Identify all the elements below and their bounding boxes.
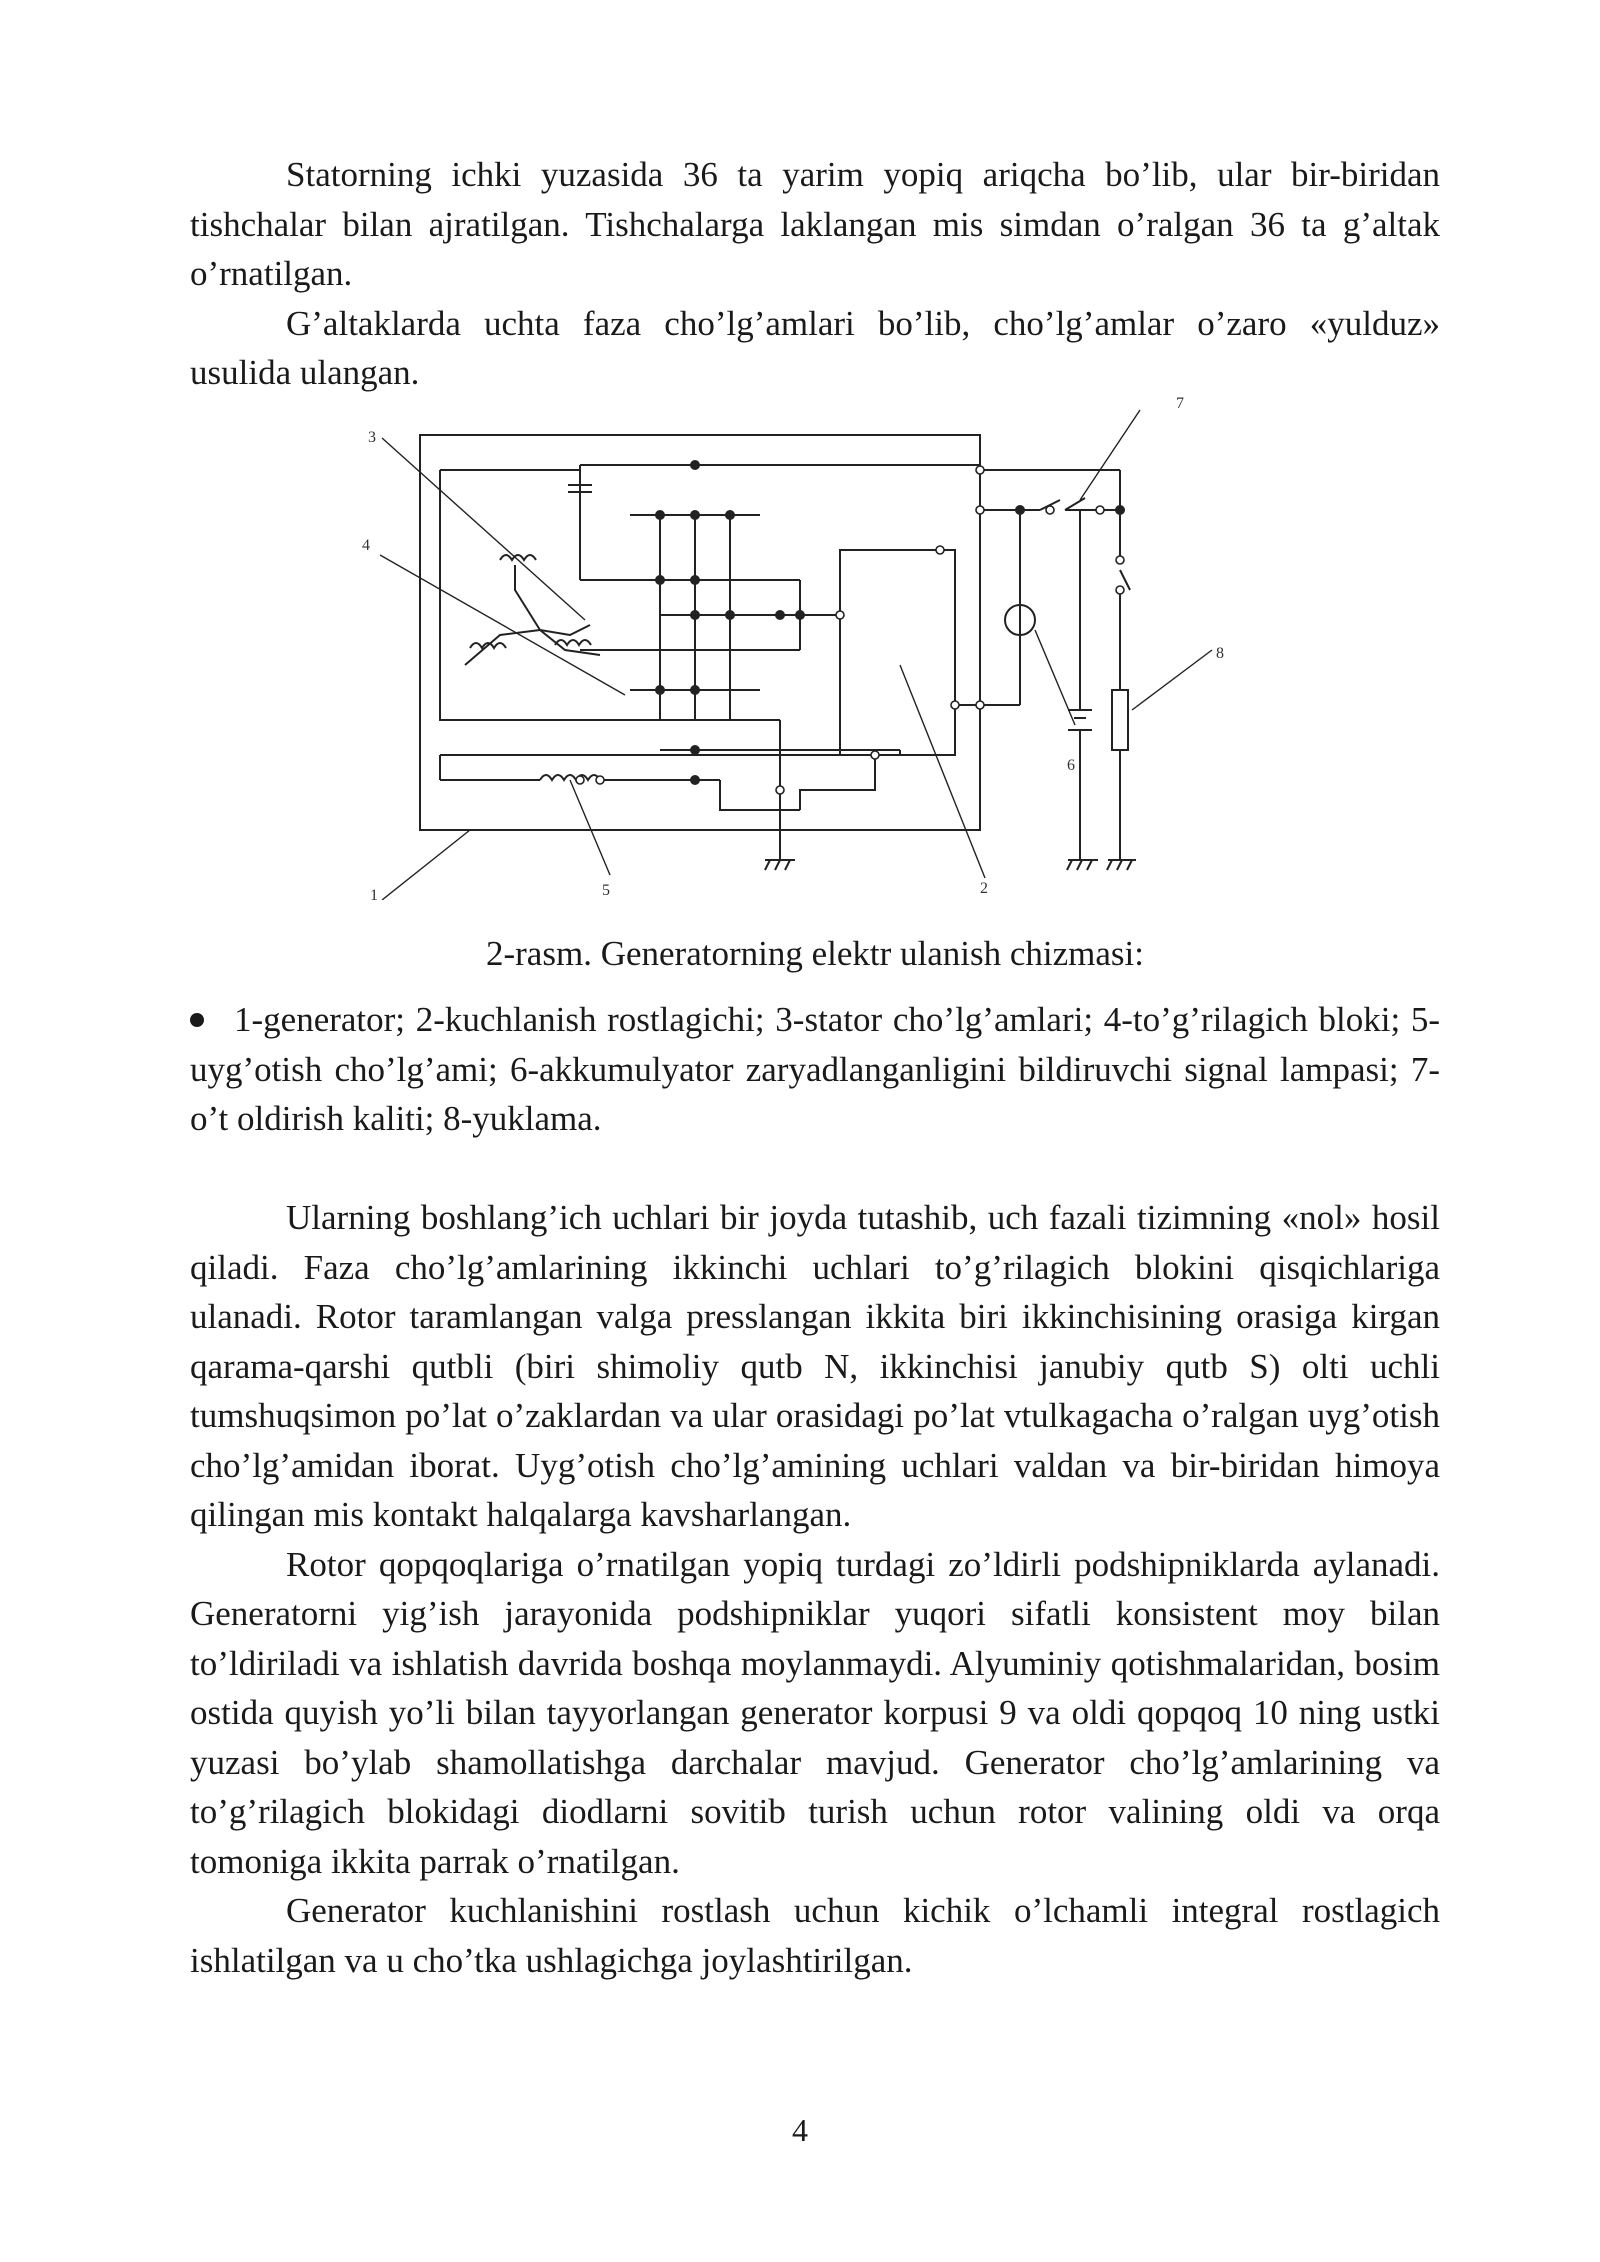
figure-legend [190, 995, 1440, 1144]
generator-frame [420, 435, 980, 830]
intro-section [190, 150, 1440, 398]
bullet-icon [190, 1013, 204, 1027]
load-resistor [1112, 690, 1128, 750]
body-section [190, 1193, 1440, 1985]
paragraph-winding-ends: Ularning boshlang’ich uchlari bir joyda tutashib, uch fazali tizimning «nol» hosil qiladi. Faza cho’lg’amlarining ikkinchi uchlari to’g’rilagich blokini qisqichlariga ulanadi. Rotor taramlangan valga presslangan ikkita biri ikkinchisining orasiga kirgan qarama-qarshi qutbli (biri shimoliy qutb N, ikkinchisi janubiy qutb S) olti uchli tumshuqsimon po’lat o’zaklardan va ular orasidagi po’lat vtulkagacha o’ralgan uyg’otish cho’lg’amidan iborat. Uyg’otish cho’lg’amining uchlari valdan va bir-biridan himoya qilingan mis kontakt halqalarga kavsharlangan. [190, 1198, 1440, 1534]
figure-caption: 2-rasm. Generatorning elektr ulanish chizmasi: [486, 934, 1144, 973]
figure-label-3: 3 [368, 429, 376, 446]
generator-wiring-diagram [340, 390, 1290, 900]
figure-label-6: 6 [1067, 757, 1075, 774]
figure-label-7: 7 [1176, 395, 1184, 412]
paragraph-rotor-bearings: Rotor qopqoqlariga o’rnatilgan yopiq turdagi zo’ldirli podshipniklarda aylanadi. Generatorni yig’ish jarayonida podshipniklar yuqori sifatli konsistent moy bilan to’ldiriladi va ishlatish davrida boshqa moylanmaydi. Alyuminiy qotishmalaridan, bosim ostida quyish yo’li bilan tayyorlangan generator korpusi 9 va oldi qopqoq 10 ning ustki yuzasi bo’ylab shamollatishga darchalar mavjud. Generator cho’lg’amlarining va to’g’rilagich blokidagi diodlarni sovitib turish uchun rotor valining oldi va orqa tomoniga ikkita parrak o’rnatilgan. [190, 1544, 1440, 1881]
legend-text: 1-generator; 2-kuchlanish rostlagichi; 3-stator cho’lg’amlari; 4-to’g’rilagich bloki; 5-uyg’otish cho’lg’ami; 6-akkumulyator zaryadlanganligini bildiruvchi signal lampasi; 7-o’t oldirish kaliti; 8-yuklama. [190, 1000, 1440, 1138]
paragraph-stator-slots: Statorning ichki yuzasida 36 ta yarim yopiq ariqcha bo’lib, ular bir-biridan tishchalar bilan ajratilgan. Tishchalarga laklangan mis simdan o’ralgan 36 ta g’altak o’rnatilgan. [190, 155, 1440, 293]
figure-label-2: 2 [980, 880, 988, 897]
figure-label-8: 8 [1216, 645, 1224, 662]
figure-label-4: 4 [362, 537, 370, 554]
paragraph-phase-windings: G’altaklarda uchta faza cho’lg’amlari bo’lib, cho’lg’amlar o’zaro «yulduz» usulida ulangan. [190, 303, 1440, 392]
figure-label-1: 1 [370, 887, 378, 900]
paragraph-voltage-regulator: Generator kuchlanishini rostlash uchun kichik o’lchamli integral rostlagich ishlatilgan va u cho’tka ushlagichga joylashtirilgan. [190, 1891, 1440, 1980]
figure-label-5: 5 [602, 882, 610, 899]
page-number: 4 [792, 2112, 808, 2148]
regulator-block [840, 550, 955, 755]
